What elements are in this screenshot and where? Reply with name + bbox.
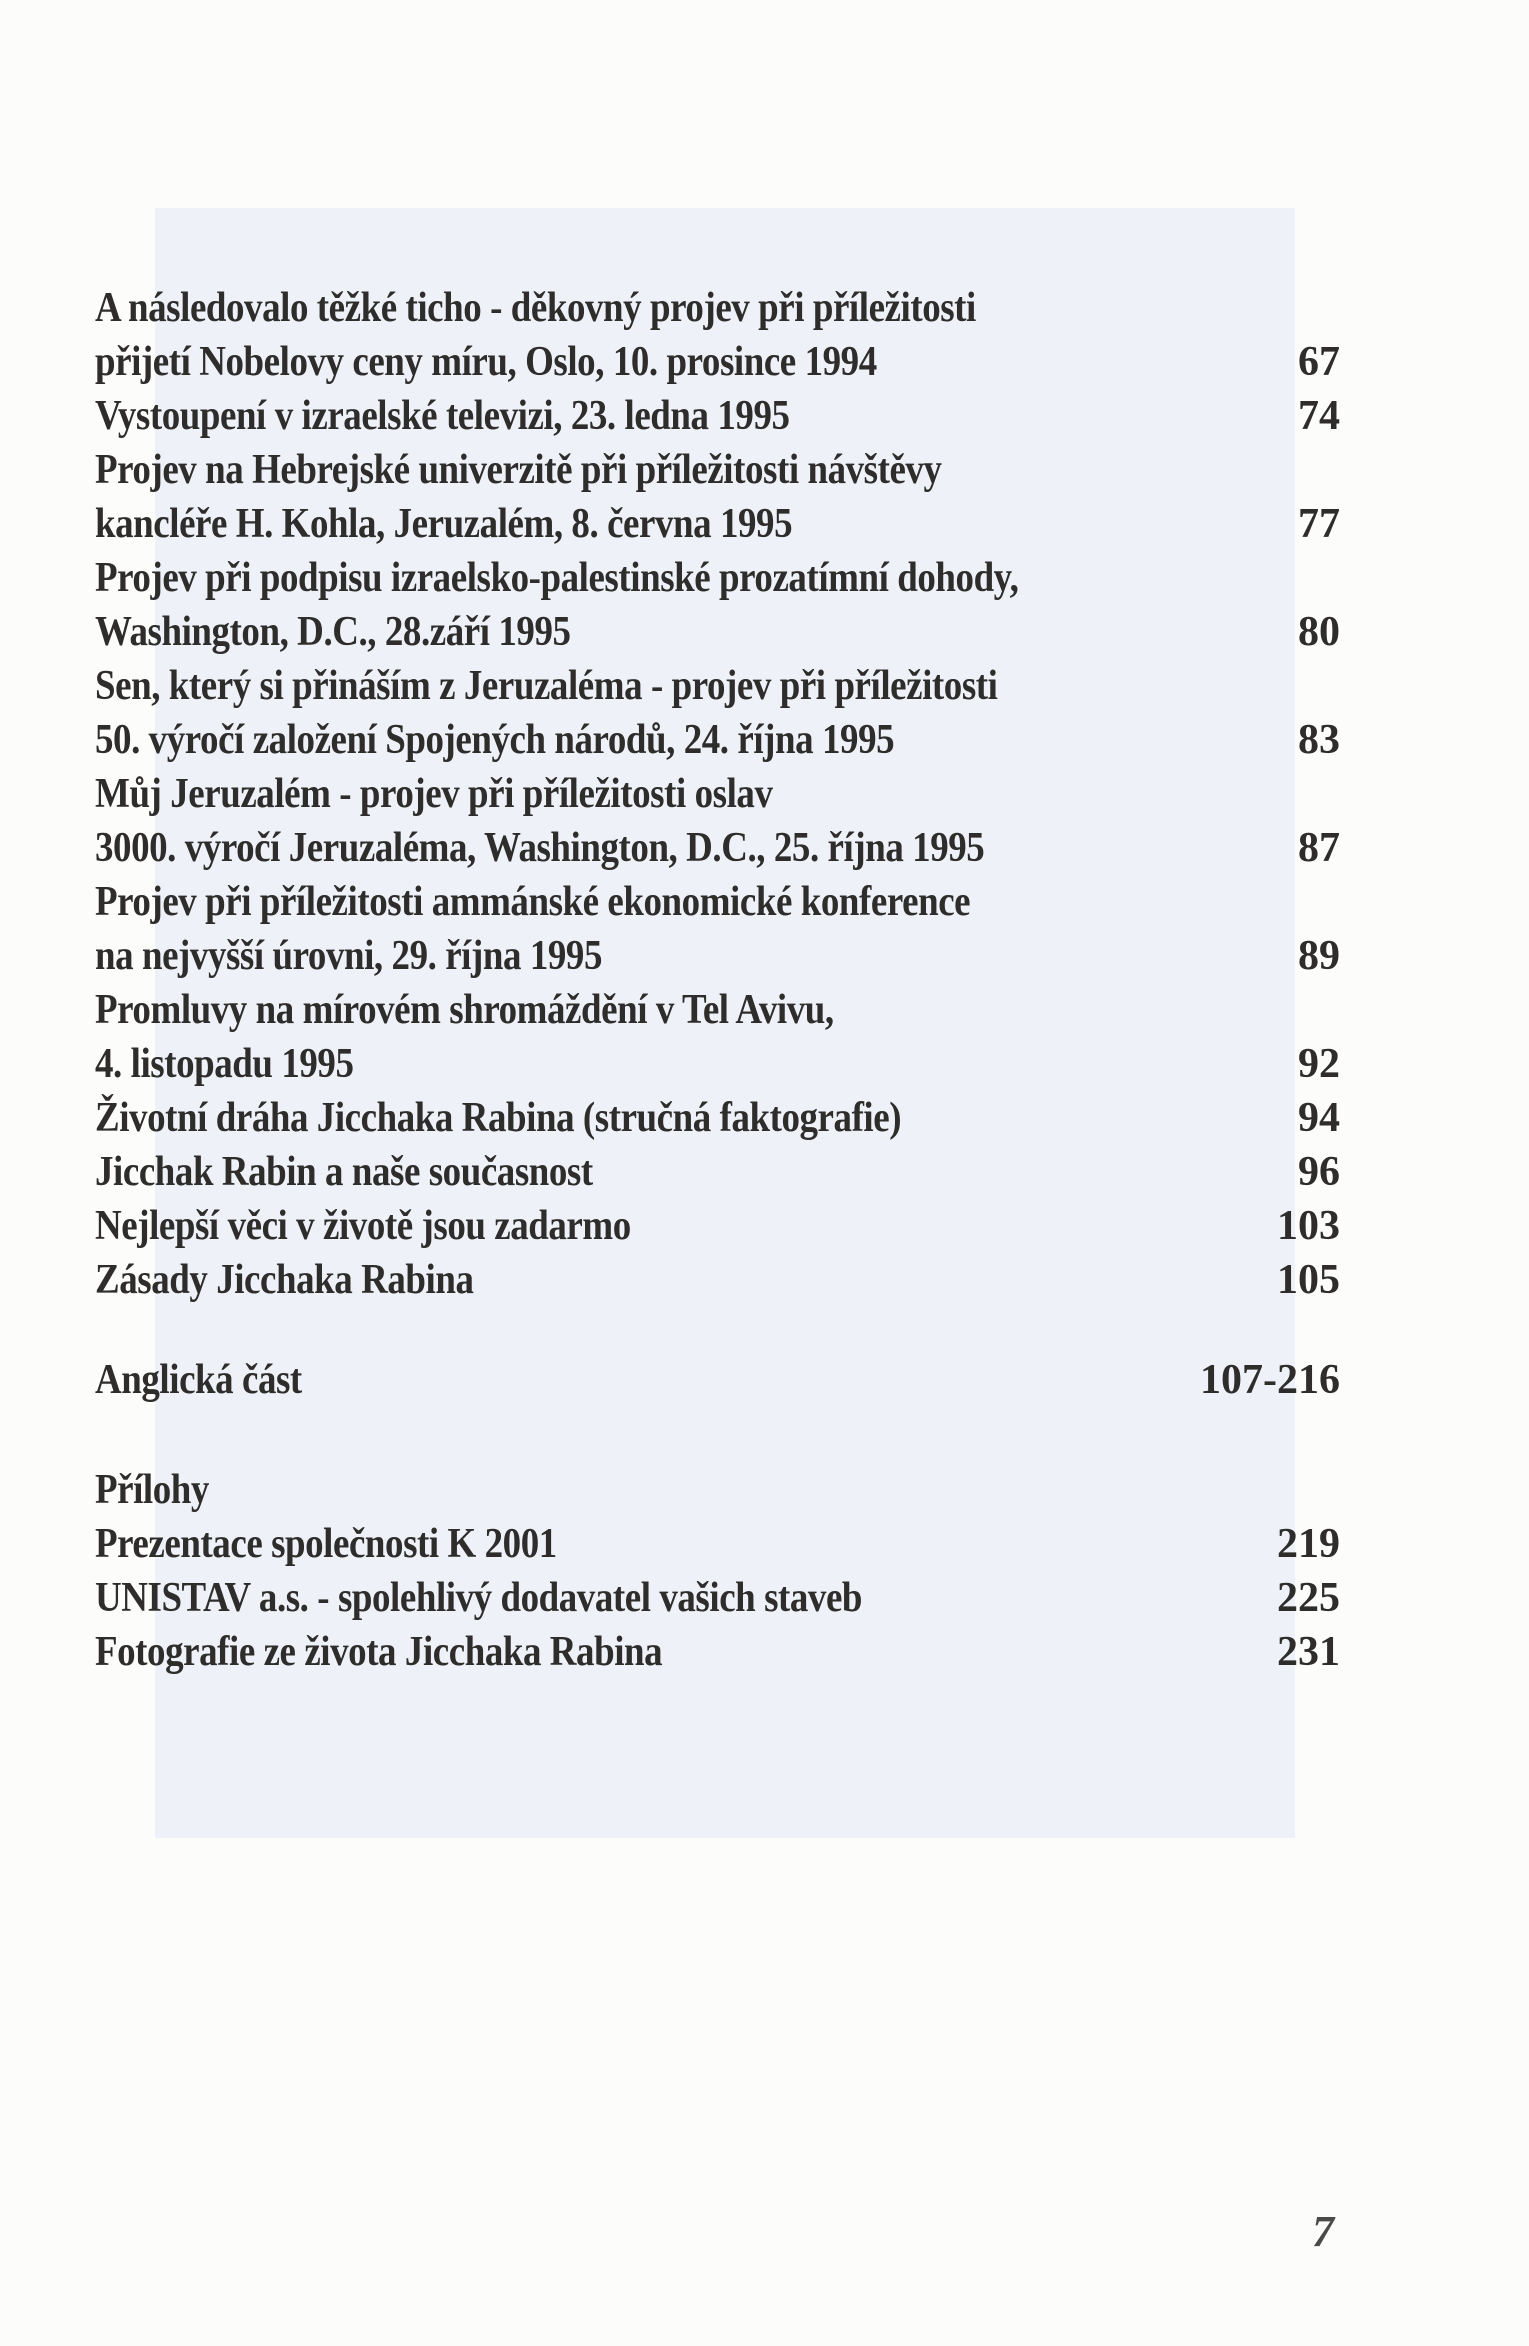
toc-row xyxy=(95,605,1340,659)
toc-entry-page-number: 67 xyxy=(1298,339,1340,385)
toc-entry-page-number: 87 xyxy=(1298,825,1340,871)
toc-row xyxy=(95,875,1340,929)
toc-entry-title: Životní dráha Jicchaka Rabina (stručná faktografie) xyxy=(95,1095,902,1141)
section-spacer xyxy=(95,1307,1340,1353)
toc-entry-title: 3000. výročí Jeruzaléma, Washington, D.C., 25. října 1995 xyxy=(95,825,985,871)
toc-entry-page-number: 94 xyxy=(1298,1095,1340,1141)
toc-row xyxy=(95,983,1340,1037)
toc-entry-page-number: 80 xyxy=(1298,609,1340,655)
toc-entry-page-number: 89 xyxy=(1298,933,1340,979)
toc-row xyxy=(95,389,1340,443)
toc-row xyxy=(95,1625,1340,1679)
toc-entry-title: Prezentace společnosti K 2001 xyxy=(95,1521,557,1567)
toc-entry-title: 4. listopadu 1995 xyxy=(95,1041,354,1087)
toc-entry-title: Promluvy na mírovém shromáždění v Tel Avivu, xyxy=(95,987,834,1033)
toc-row xyxy=(95,1463,1340,1517)
toc-entry-page-number: 74 xyxy=(1298,393,1340,439)
toc-row xyxy=(95,281,1340,335)
toc-row xyxy=(95,1091,1340,1145)
toc-entry-title: Fotografie ze života Jicchaka Rabina xyxy=(95,1629,663,1675)
toc-entry-title: UNISTAV a.s. - spolehlivý dodavatel vašich staveb xyxy=(95,1575,863,1621)
toc-entry-page-number: 231 xyxy=(1277,1629,1340,1675)
toc-row xyxy=(95,1517,1340,1571)
toc-entry-title: kancléře H. Kohla, Jeruzalém, 8. června 1995 xyxy=(95,501,793,547)
toc-row xyxy=(95,1037,1340,1091)
toc-row xyxy=(95,929,1340,983)
toc-entry-title: Sen, který si přináším z Jeruzaléma - projev při příležitosti xyxy=(95,663,998,709)
toc-row xyxy=(95,1199,1340,1253)
toc-row xyxy=(95,767,1340,821)
toc-entry-title: Projev na Hebrejské univerzitě při příležitosti návštěvy xyxy=(95,447,942,493)
section-spacer xyxy=(95,1407,1340,1463)
toc-entry-title: Zásady Jicchaka Rabina xyxy=(95,1257,474,1303)
toc-entry-title: Anglická část xyxy=(95,1357,302,1403)
table-of-contents xyxy=(95,281,1340,1679)
toc-row xyxy=(95,1145,1340,1199)
toc-entry-page-number: 96 xyxy=(1298,1149,1340,1195)
toc-entry-title: Projev při podpisu izraelsko-palestinské prozatímní dohody, xyxy=(95,555,1019,601)
folio-page-number: 7 xyxy=(1312,2207,1334,2256)
toc-entry-title: Nejlepší věci v životě jsou zadarmo xyxy=(95,1203,631,1249)
toc-english-section xyxy=(95,1353,1340,1407)
toc-row xyxy=(95,443,1340,497)
toc-row xyxy=(95,551,1340,605)
toc-entry-page-number: 92 xyxy=(1298,1041,1340,1087)
toc-row xyxy=(95,1353,1340,1407)
toc-main-entries xyxy=(95,281,1340,1307)
toc-row xyxy=(95,659,1340,713)
toc-entry-title: na nejvyšší úrovni, 29. října 1995 xyxy=(95,933,603,979)
toc-entry-page-number: 77 xyxy=(1298,501,1340,547)
toc-entry-title: 50. výročí založení Spojených národů, 24. října 1995 xyxy=(95,717,895,763)
toc-entry-page-number: 219 xyxy=(1277,1521,1340,1567)
toc-row xyxy=(95,335,1340,389)
toc-entry-title: Přílohy xyxy=(95,1467,209,1513)
toc-entry-title: Washington, D.C., 28.září 1995 xyxy=(95,609,571,655)
toc-entry-title: Vystoupení v izraelské televizi, 23. ledna 1995 xyxy=(95,393,790,439)
toc-entry-title: Jicchak Rabin a naše současnost xyxy=(95,1149,593,1195)
toc-entry-title: přijetí Nobelovy ceny míru, Oslo, 10. prosince 1994 xyxy=(95,339,877,385)
toc-appendix-entries xyxy=(95,1463,1340,1679)
toc-entry-page-number: 103 xyxy=(1277,1203,1340,1249)
toc-entry-page-number: 107-216 xyxy=(1200,1357,1340,1403)
toc-entry-page-number: 83 xyxy=(1298,717,1340,763)
toc-entry-page-number: 105 xyxy=(1277,1257,1340,1303)
toc-entry-title: A následovalo těžké ticho - děkovný projev při příležitosti xyxy=(95,285,976,331)
toc-row xyxy=(95,713,1340,767)
toc-row xyxy=(95,1253,1340,1307)
toc-row xyxy=(95,1571,1340,1625)
toc-entry-title: Projev při příležitosti ammánské ekonomické konference xyxy=(95,879,971,925)
toc-row xyxy=(95,821,1340,875)
toc-row xyxy=(95,497,1340,551)
toc-entry-page-number: 225 xyxy=(1277,1575,1340,1621)
toc-entry-title: Můj Jeruzalém - projev při příležitosti oslav xyxy=(95,771,773,817)
